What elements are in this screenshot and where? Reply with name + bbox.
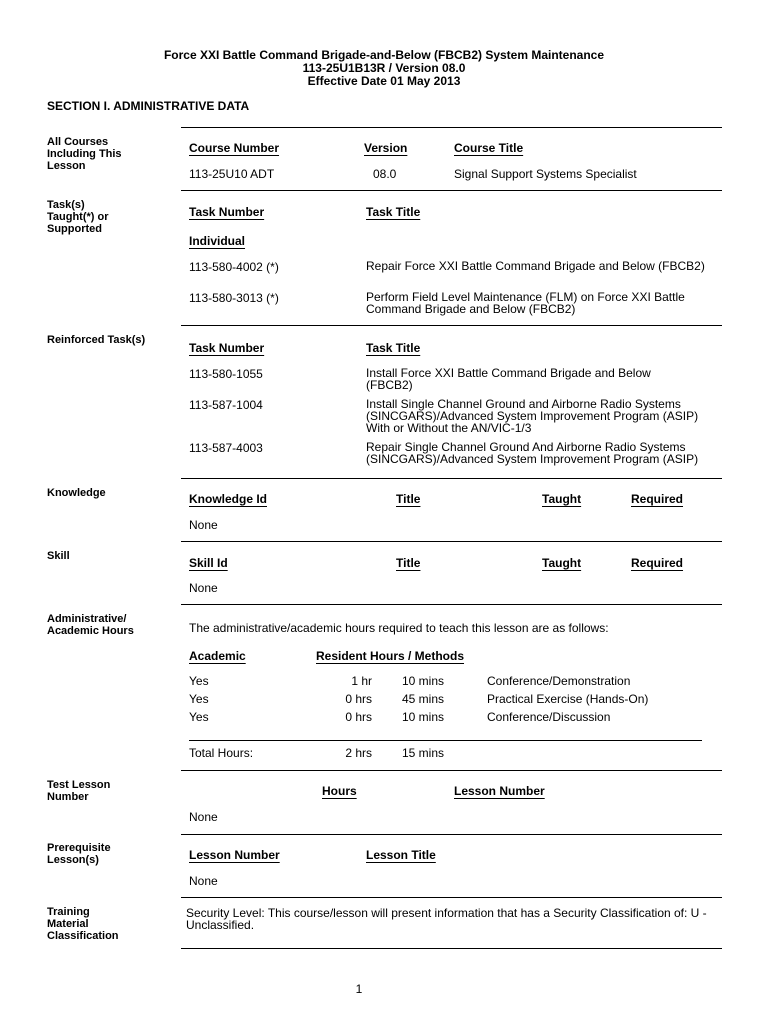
prereq-title-header: Lesson Title (366, 848, 436, 862)
hours-academic: Yes (189, 692, 209, 706)
hours-intro: The administrative/academic hours required to teach this lesson are as follows: (189, 621, 609, 635)
divider (181, 897, 722, 898)
section-title: SECTION I. ADMINISTRATIVE DATA (47, 99, 250, 113)
prereq-value: None (189, 874, 218, 888)
hours-method: Conference/Discussion (487, 710, 611, 724)
divider (181, 948, 722, 949)
knowledge-taught-header: Taught (542, 492, 582, 506)
reinforced-task-number: 113-580-1055 (189, 367, 263, 381)
hours-mins: 10 mins (402, 710, 445, 724)
hours-academic: Yes (189, 674, 209, 688)
total-separator (189, 740, 702, 741)
task-number: 113-580-3013 (*) (189, 291, 279, 305)
reinforced-task-number: 113-587-4003 (189, 441, 263, 455)
test-hours-header: Hours (322, 784, 357, 798)
task-group-individual: Individual (189, 234, 246, 248)
document-title: Force XXI Battle Command Brigade-and-Below (FBCB2) System Maintenance (163, 48, 605, 62)
classification-text: Security Level: This course/lesson will present information that has a Security Classification of: U - Unclassified. (186, 906, 707, 932)
divider (181, 325, 722, 326)
reinforced-task-title: Repair Single Channel Ground And Airborne Radio Systems (SINCGARS)/Advanced System Improvement Program (ASIP) (366, 440, 699, 466)
skill-value: None (189, 581, 218, 595)
reinforced-task-number: 113-587-1004 (189, 398, 263, 412)
courses-label: All Courses Including This Lesson (47, 136, 122, 172)
task-number: 113-580-4002 (*) (189, 260, 279, 274)
hours-hrs: 0 hrs (345, 692, 372, 706)
reinforced-number-header: Task Number (189, 341, 265, 355)
prereq-number-header: Lesson Number (189, 848, 280, 862)
task-title: Perform Field Level Maintenance (FLM) on Force XXI Battle Command Brigade and Below (FBCB2) (366, 290, 685, 316)
divider (181, 190, 722, 191)
task-title-header: Task Title (366, 205, 421, 219)
divider (181, 541, 722, 542)
version-header: Version (364, 141, 408, 155)
knowledge-label: Knowledge (47, 487, 106, 499)
resident-header: Resident Hours / Methods (316, 649, 465, 663)
total-hours-label: Total Hours: (189, 746, 254, 760)
reinforced-title-header: Task Title (366, 341, 421, 355)
page-number: 1 (355, 982, 363, 996)
course-version: 08.0 (373, 167, 397, 181)
course-title: Signal Support Systems Specialist (454, 167, 637, 181)
task-title: Repair Force XXI Battle Command Brigade and Below (FBCB2) (366, 259, 705, 273)
prereq-label: Prerequisite Lesson(s) (47, 842, 111, 866)
tasks-label: Task(s) Taught(*) or Supported (47, 199, 109, 235)
knowledge-title-header: Title (396, 492, 421, 506)
document-version: 113-25U1B13R / Version 08.0 (302, 61, 466, 75)
reinforced-task-title: Install Force XXI Battle Command Brigade and Below (FBCB2) (366, 366, 651, 392)
task-number-header: Task Number (189, 205, 265, 219)
hours-method: Conference/Demonstration (487, 674, 631, 688)
skill-label: Skill (47, 550, 70, 562)
hours-label: Administrative/ Academic Hours (47, 613, 134, 637)
test-lesson-value: None (189, 810, 218, 824)
hours-mins: 45 mins (402, 692, 445, 706)
knowledge-required-header: Required (631, 492, 684, 506)
classification-label: Training Material Classification (47, 906, 119, 942)
hours-hrs: 0 hrs (345, 710, 372, 724)
divider (181, 604, 722, 605)
course-number: 113-25U10 ADT (189, 167, 275, 181)
divider (181, 478, 722, 479)
hours-hrs: 1 hr (351, 674, 372, 688)
test-lesson-number-header: Lesson Number (454, 784, 545, 798)
test-lesson-label: Test Lesson Number (47, 779, 111, 803)
divider (181, 127, 722, 128)
skill-id-header: Skill Id (189, 556, 228, 570)
academic-header: Academic (189, 649, 246, 663)
divider (181, 834, 722, 835)
course-title-header: Course Title (454, 141, 524, 155)
skill-taught-header: Taught (542, 556, 582, 570)
total-hrs: 2 hrs (345, 746, 372, 760)
course-number-header: Course Number (189, 141, 280, 155)
effective-date: Effective Date 01 May 2013 (307, 74, 461, 88)
total-mins: 15 mins (402, 746, 445, 760)
hours-method: Practical Exercise (Hands-On) (487, 692, 649, 706)
knowledge-value: None (189, 518, 218, 532)
reinforced-task-title: Install Single Channel Ground and Airborne Radio Systems (SINCGARS)/Advanced System Improvement Program (ASIP) With or Without the AN/VIC-1/3 (366, 397, 699, 435)
divider (181, 770, 722, 771)
reinforced-label: Reinforced Task(s) (47, 334, 146, 346)
knowledge-id-header: Knowledge Id (189, 492, 267, 506)
hours-academic: Yes (189, 710, 209, 724)
skill-title-header: Title (396, 556, 421, 570)
skill-required-header: Required (631, 556, 684, 570)
hours-mins: 10 mins (402, 674, 445, 688)
